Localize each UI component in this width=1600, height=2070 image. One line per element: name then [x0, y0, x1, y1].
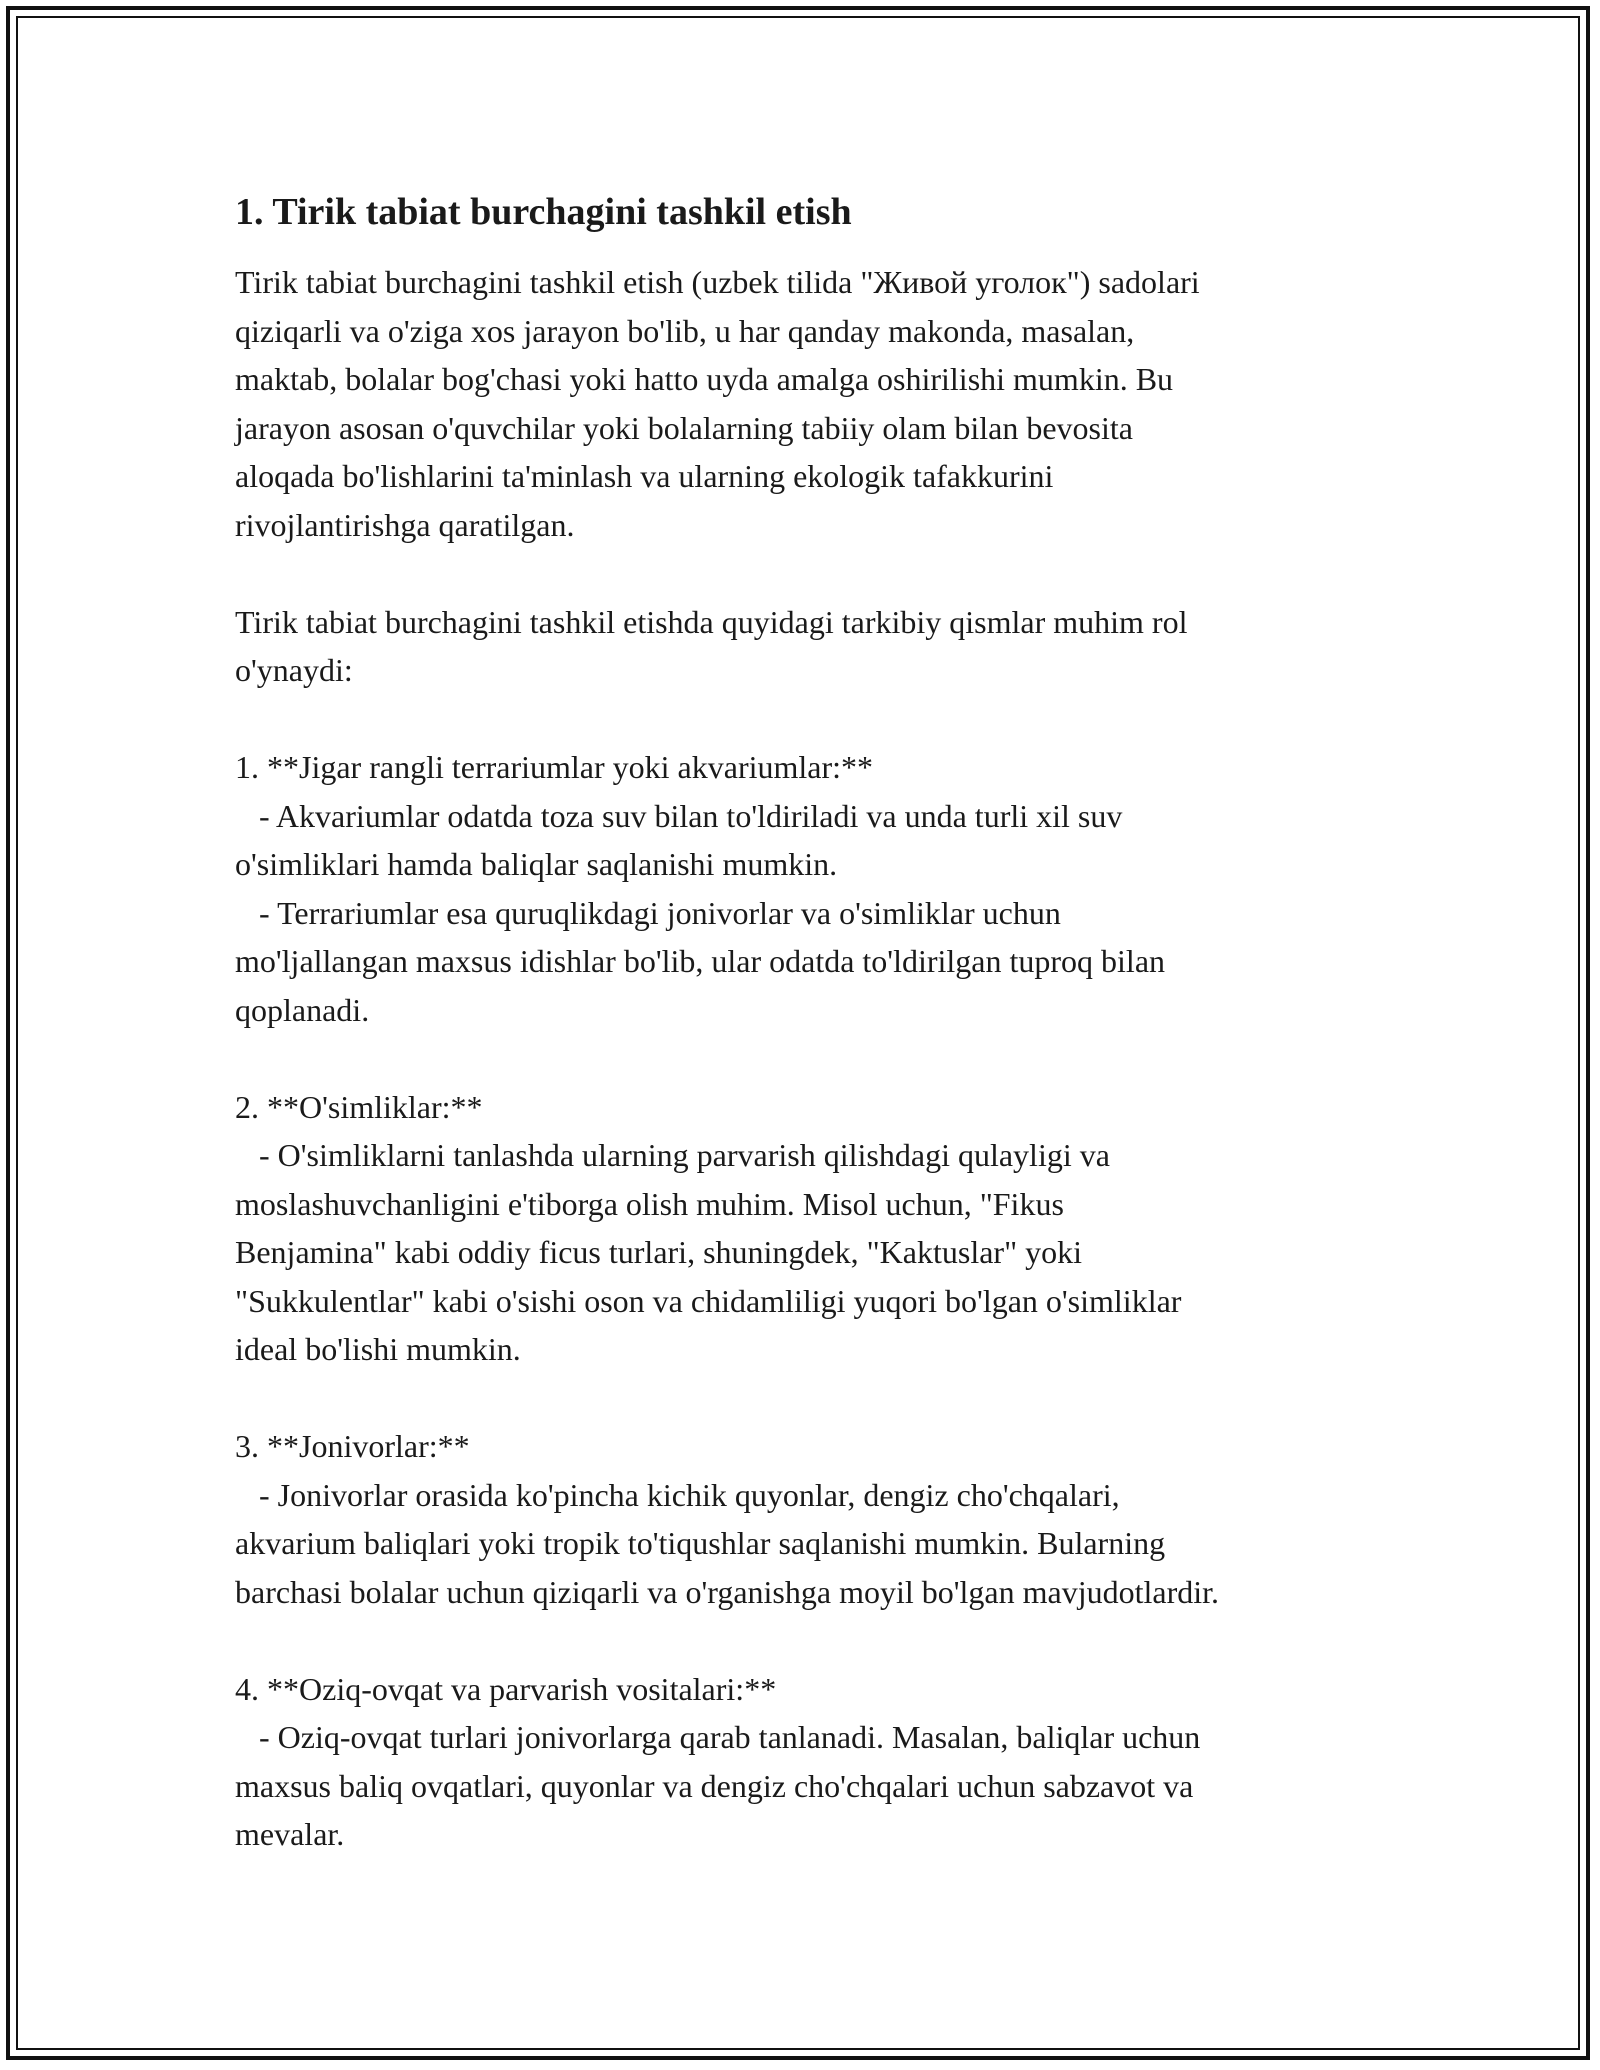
section-heading-1: 1. **Jigar rangli terrariumlar yoki akvariumlar:**	[235, 749, 874, 785]
section-body-4: - Oziq-ovqat turlari jonivorlarga qarab tanlanadi. Masalan, baliqlar uchun maxsus baliq ovqatlari, quyonlar va dengiz cho'chqalari uchun sabzavot va mevalar.	[235, 1719, 1201, 1852]
section-body-3: - Jonivorlar orasida ko'pincha kichik quyonlar, dengiz cho'chqalari, akvarium baliqlari yoki tropik to'tiqushlar saqlanishi mumkin. Bularning barchasi bolalar uchun qiziqarli va o'rganishga moyil bo'lgan mavjudotlardir.	[235, 1476, 1220, 1610]
paragraph-gap	[235, 1034, 1385, 1083]
section-body-2: - O'simliklarni tanlashda ularning parvarish qilishdagi qulayligi va moslashuvchanligini e'tiborga olish muhim. Misol uchun, "Fikus Benjamina" kabi oddiy ficus turlari, shuningdek, "Kaktuslar" yoki "Sukkulentlar" kabi o'sishi oson va chidamliligi yuqori bo'lgan o'simliklar ideal bo'lishi mumkin.	[235, 1137, 1182, 1367]
intro-paragraph: Tirik tabiat burchagini tashkil etish (uzbek tilida "Живой уголок") sadolari qiziqarli va o'ziga xos jarayon bo'lib, u har qanday makonda, masalan, maktab, bolalar bog'chasi yoki hatto uyda amalga oshirilishi mumkin. Bu jarayon asosan o'quvchilar yoki bolalarning tabiiy olam bilan bevosita aloqada bo'lishlarini ta'minlash va ularning ekologik tafakkurini rivojlantirishga qaratilgan.	[235, 264, 1200, 543]
section-heading-4: 4. **Oziq-ovqat va parvarish vositalari:**	[235, 1670, 777, 1707]
paragraph-gap	[235, 1374, 1385, 1423]
section-body-1: - Akvariumlar odatda toza suv bilan to'ldiriladi va unda turli xil suv o'simliklari hamda baliqlar saqlanishi mumkin. - Terrariumlar esa quruqlikdagi jonivorlar va o'simliklar uchun mo'ljallangan maxsus idishlar bo'lib, ular odatda to'ldirilgan tuproq bilan qoplanadi.	[235, 797, 1166, 1028]
document-body	[235, 186, 1385, 1859]
page-title: 1. Tirik tabiat burchagini tashkil etish	[235, 191, 852, 233]
paragraph-gap	[235, 695, 1385, 744]
lead-paragraph: Tirik tabiat burchagini tashkil etishda quyidagi tarkibiy qismlar muhim rol o'ynaydi:	[235, 603, 1188, 688]
section-heading-3: 3. **Jonivorlar:**	[235, 1428, 470, 1464]
paragraph-gap	[235, 549, 1385, 598]
section-heading-2: 2. **O'simliklar:**	[235, 1088, 483, 1125]
paragraph-gap	[235, 1616, 1385, 1665]
